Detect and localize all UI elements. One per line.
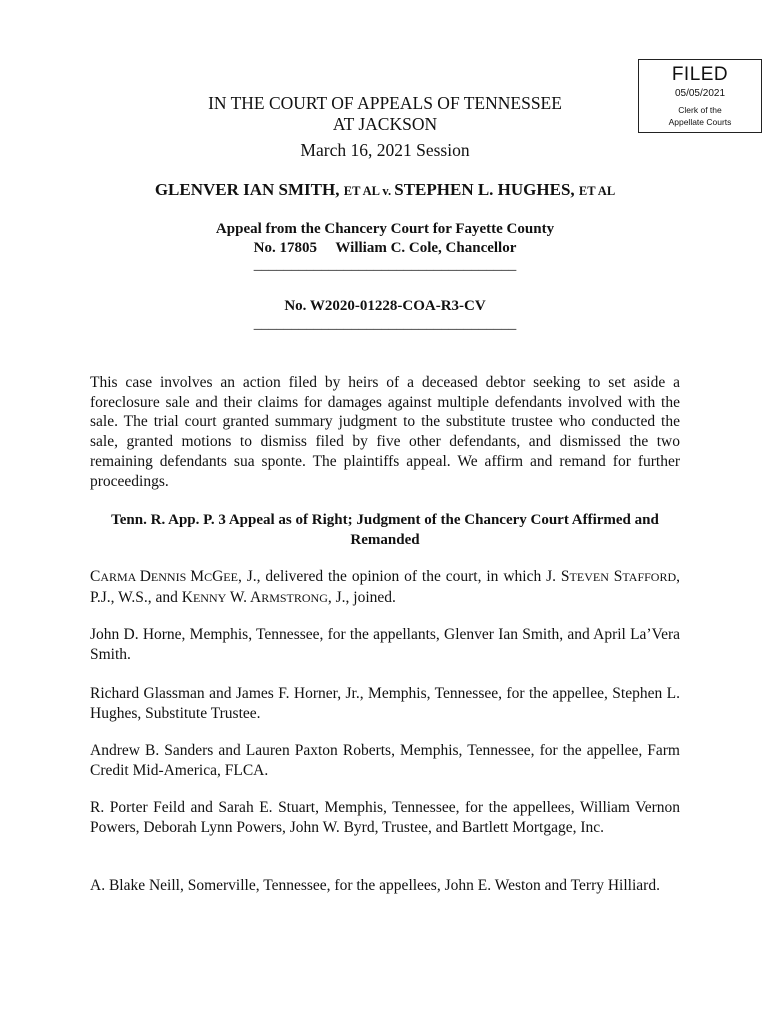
judge-initial-a: A	[249, 588, 262, 606]
judge-initial-k: K	[181, 588, 193, 606]
divider-rule-bottom: ___________________________________	[253, 316, 517, 332]
author-initial-g: G	[212, 568, 224, 585]
judge-initial-stafford: S	[613, 568, 623, 585]
case-summary: This case involves an action filed by heirs of a deceased debtor seeking to set aside a foreclosure sale and their claims for damages against multiple defendants involved with the sale. The trial court granted summary judgment to the substitute trustee who conducted the sale, granted motions to dismiss filed by five other defendants, and dismissed the two remaining defendants sua sponte. The plaintiffs appeal. We affirm and remand for further proceedings.	[90, 374, 680, 490]
opinion-author-line	[90, 567, 680, 608]
stamp-date: 05/05/2021	[674, 88, 726, 99]
appeal-court: Appeal from the Chancery Court for Fayette County	[215, 221, 555, 237]
author-part-4: EE	[223, 570, 238, 584]
counsel-paragraph: John D. Horne, Memphis, Tennessee, for the appellants, Glenver Ian Smith, and April La’Vera Smith.	[90, 626, 680, 663]
divider-rule-top: ___________________________________	[253, 257, 517, 273]
author-part-2: ENNIS	[150, 570, 191, 584]
docket-number: No. W2020-01228-COA-R3-CV	[284, 298, 486, 314]
court-heading	[90, 93, 680, 135]
opinion-text-3: W.	[226, 588, 250, 606]
caption-defendant: STEPHEN L. HUGHES,	[394, 180, 579, 199]
caption-plaintiff: GLENVER IAN SMITH,	[154, 180, 344, 199]
stamp-title: FILED	[671, 64, 729, 85]
judge-name-armstrong: RMSTRONG	[261, 590, 328, 605]
author-initial-m: M	[190, 568, 205, 585]
caption-plaintiff-etal: ET AL	[343, 184, 380, 198]
opinion-text-1: , J., delivered the opinion of the court, in which J.	[237, 568, 561, 585]
counsel-paragraph: R. Porter Feild and Sarah E. Stuart, Memphis, Tennessee, for the appellees, William Vernon Powers, Deborah Lynn Powers, John W. Byrd, Trustee, and Bartlett Mortgage, Inc.	[90, 799, 680, 836]
stamp-clerk-line2: Appellate Courts	[668, 117, 732, 127]
appeal-judge: No. 17805 William C. Cole, Chancellor	[253, 240, 517, 256]
caption-defendant-etal: ET AL	[578, 184, 616, 198]
judge-name-stafford: TAFFORD	[622, 570, 677, 584]
court-name: IN THE COURT OF APPEALS OF TENNESSEE	[208, 93, 562, 113]
appeal-info	[90, 220, 680, 258]
opinion-text-4: , J., joined.	[327, 588, 396, 606]
author-part-1: ARMA	[100, 570, 140, 584]
author-part-3: C	[204, 570, 213, 584]
case-caption	[90, 179, 680, 202]
stamp-clerk-line1: Clerk of the	[678, 105, 722, 115]
judge-name-steven: TEVEN	[569, 570, 609, 584]
counsel-paragraph: A. Blake Neill, Somerville, Tennessee, for the appellees, John E. Weston and Terry Hilliard.	[90, 877, 660, 894]
counsel-paragraph: Richard Glassman and James F. Horner, Jr., Memphis, Tennessee, for the appellee, Stephen L. Hughes, Substitute Trustee.	[90, 685, 680, 722]
holding-statement: Tenn. R. App. P. 3 Appeal as of Right; Judgment of the Chancery Court Affirmed and Remanded	[111, 512, 659, 548]
session-date: March 16, 2021 Session	[300, 140, 470, 160]
author-initial-d: D	[139, 568, 151, 585]
opinion-text-2: , P.J., W.S., and	[90, 568, 680, 606]
judge-name-kenny: ENNY	[192, 590, 227, 605]
author-initial-c: C	[90, 568, 101, 585]
counsel-paragraph: Andrew B. Sanders and Lauren Paxton Roberts, Memphis, Tennessee, for the appellee, Farm Credit Mid-America, FLCA.	[90, 742, 680, 779]
judge-initial-s: S	[560, 568, 570, 585]
caption-versus: v.	[379, 184, 395, 198]
court-location: AT JACKSON	[332, 114, 438, 134]
